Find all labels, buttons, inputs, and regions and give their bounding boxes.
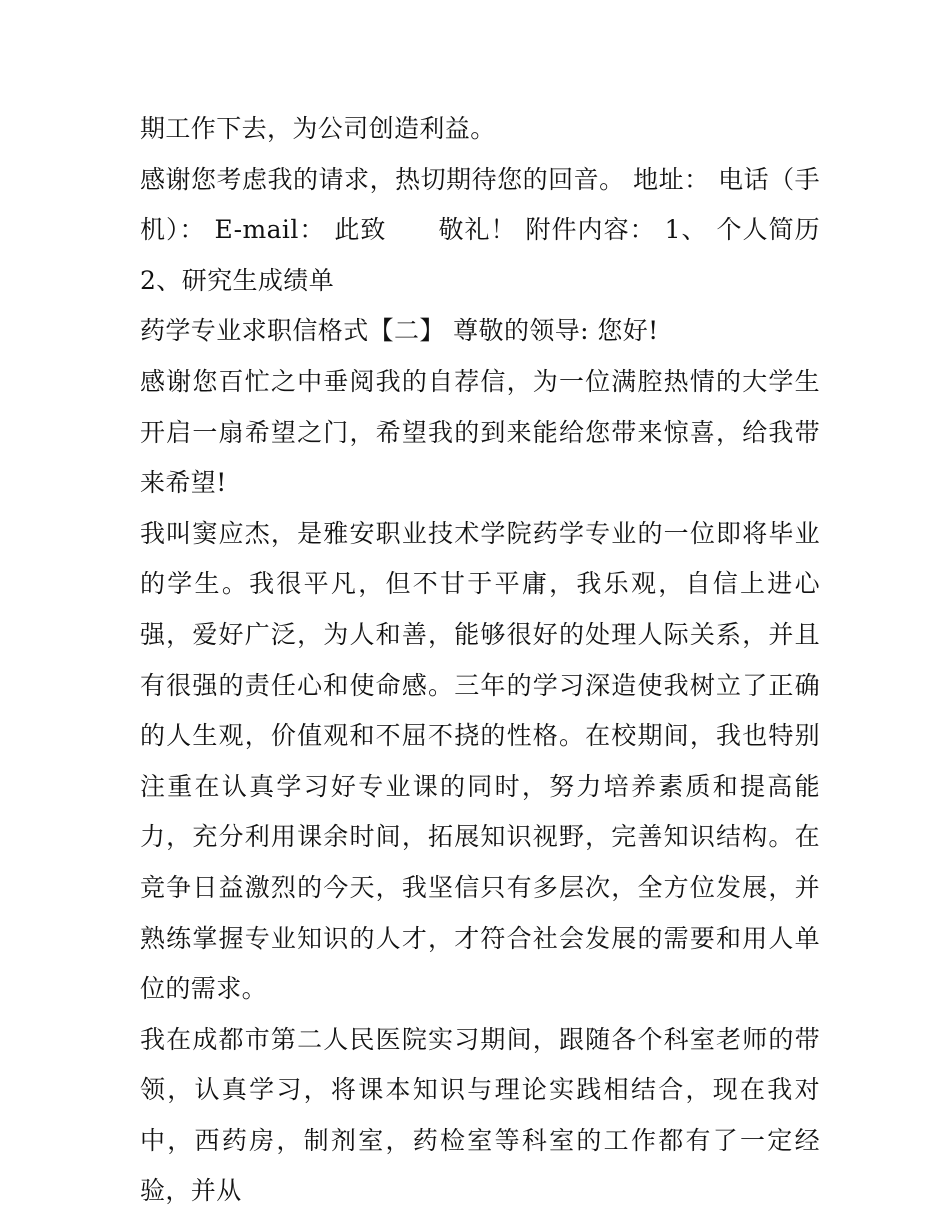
paragraph-thanks: 感谢您百忙之中垂阅我的自荐信，为一位满腔热情的大学生开启一扇希望之门，希望我的到来能给您带来惊喜，给我带来希望!	[140, 366, 820, 498]
paragraph-closing-contact: 感谢您考虑我的请求，热切期待您的回音。 地址： 电话（手机）： E-mail： 此致 敬礼！ 附件内容： 1、 个人简历 2、研究生成绩单	[140, 164, 820, 295]
paragraph-letter-heading: 药学专业求职信格式【二】 尊敬的领导: 您好!	[140, 316, 659, 346]
document-body	[140, 104, 820, 1217]
paragraph-work-continuation: 期工作下去，为公司创造利益。	[140, 114, 496, 143]
paragraph-self-introduction: 我叫窦应杰，是雅安职业技术学院药学专业的一位即将毕业的学生。我很平凡，但不甘于平庸，我乐观，自信上进心强，爱好广泛，为人和善，能够很好的处理人际关系，并且有很强的责任心和使命感。三年的学习深造使我树立了正确的人生观，价值观和不屈不挠的性格。在校期间，我也特别注重在认真学习好专业课的同时，努力培养素质和提高能力，充分利用课余时间，拓展知识视野，完善知识结构。在竞争日益激烈的今天，我坚信只有多层次，全方位发展，并熟练掌握专业知识的人才，才符合社会发展的需要和用人单位的需求。	[140, 518, 820, 1004]
paragraph-internship: 我在成都市第二人民医院实习期间，跟随各个科室老师的带领，认真学习，将课本知识与理论实践相结合，现在我对中，西药房，制剂室，药检室等科室的工作都有了一定经验，并从	[140, 1024, 820, 1206]
